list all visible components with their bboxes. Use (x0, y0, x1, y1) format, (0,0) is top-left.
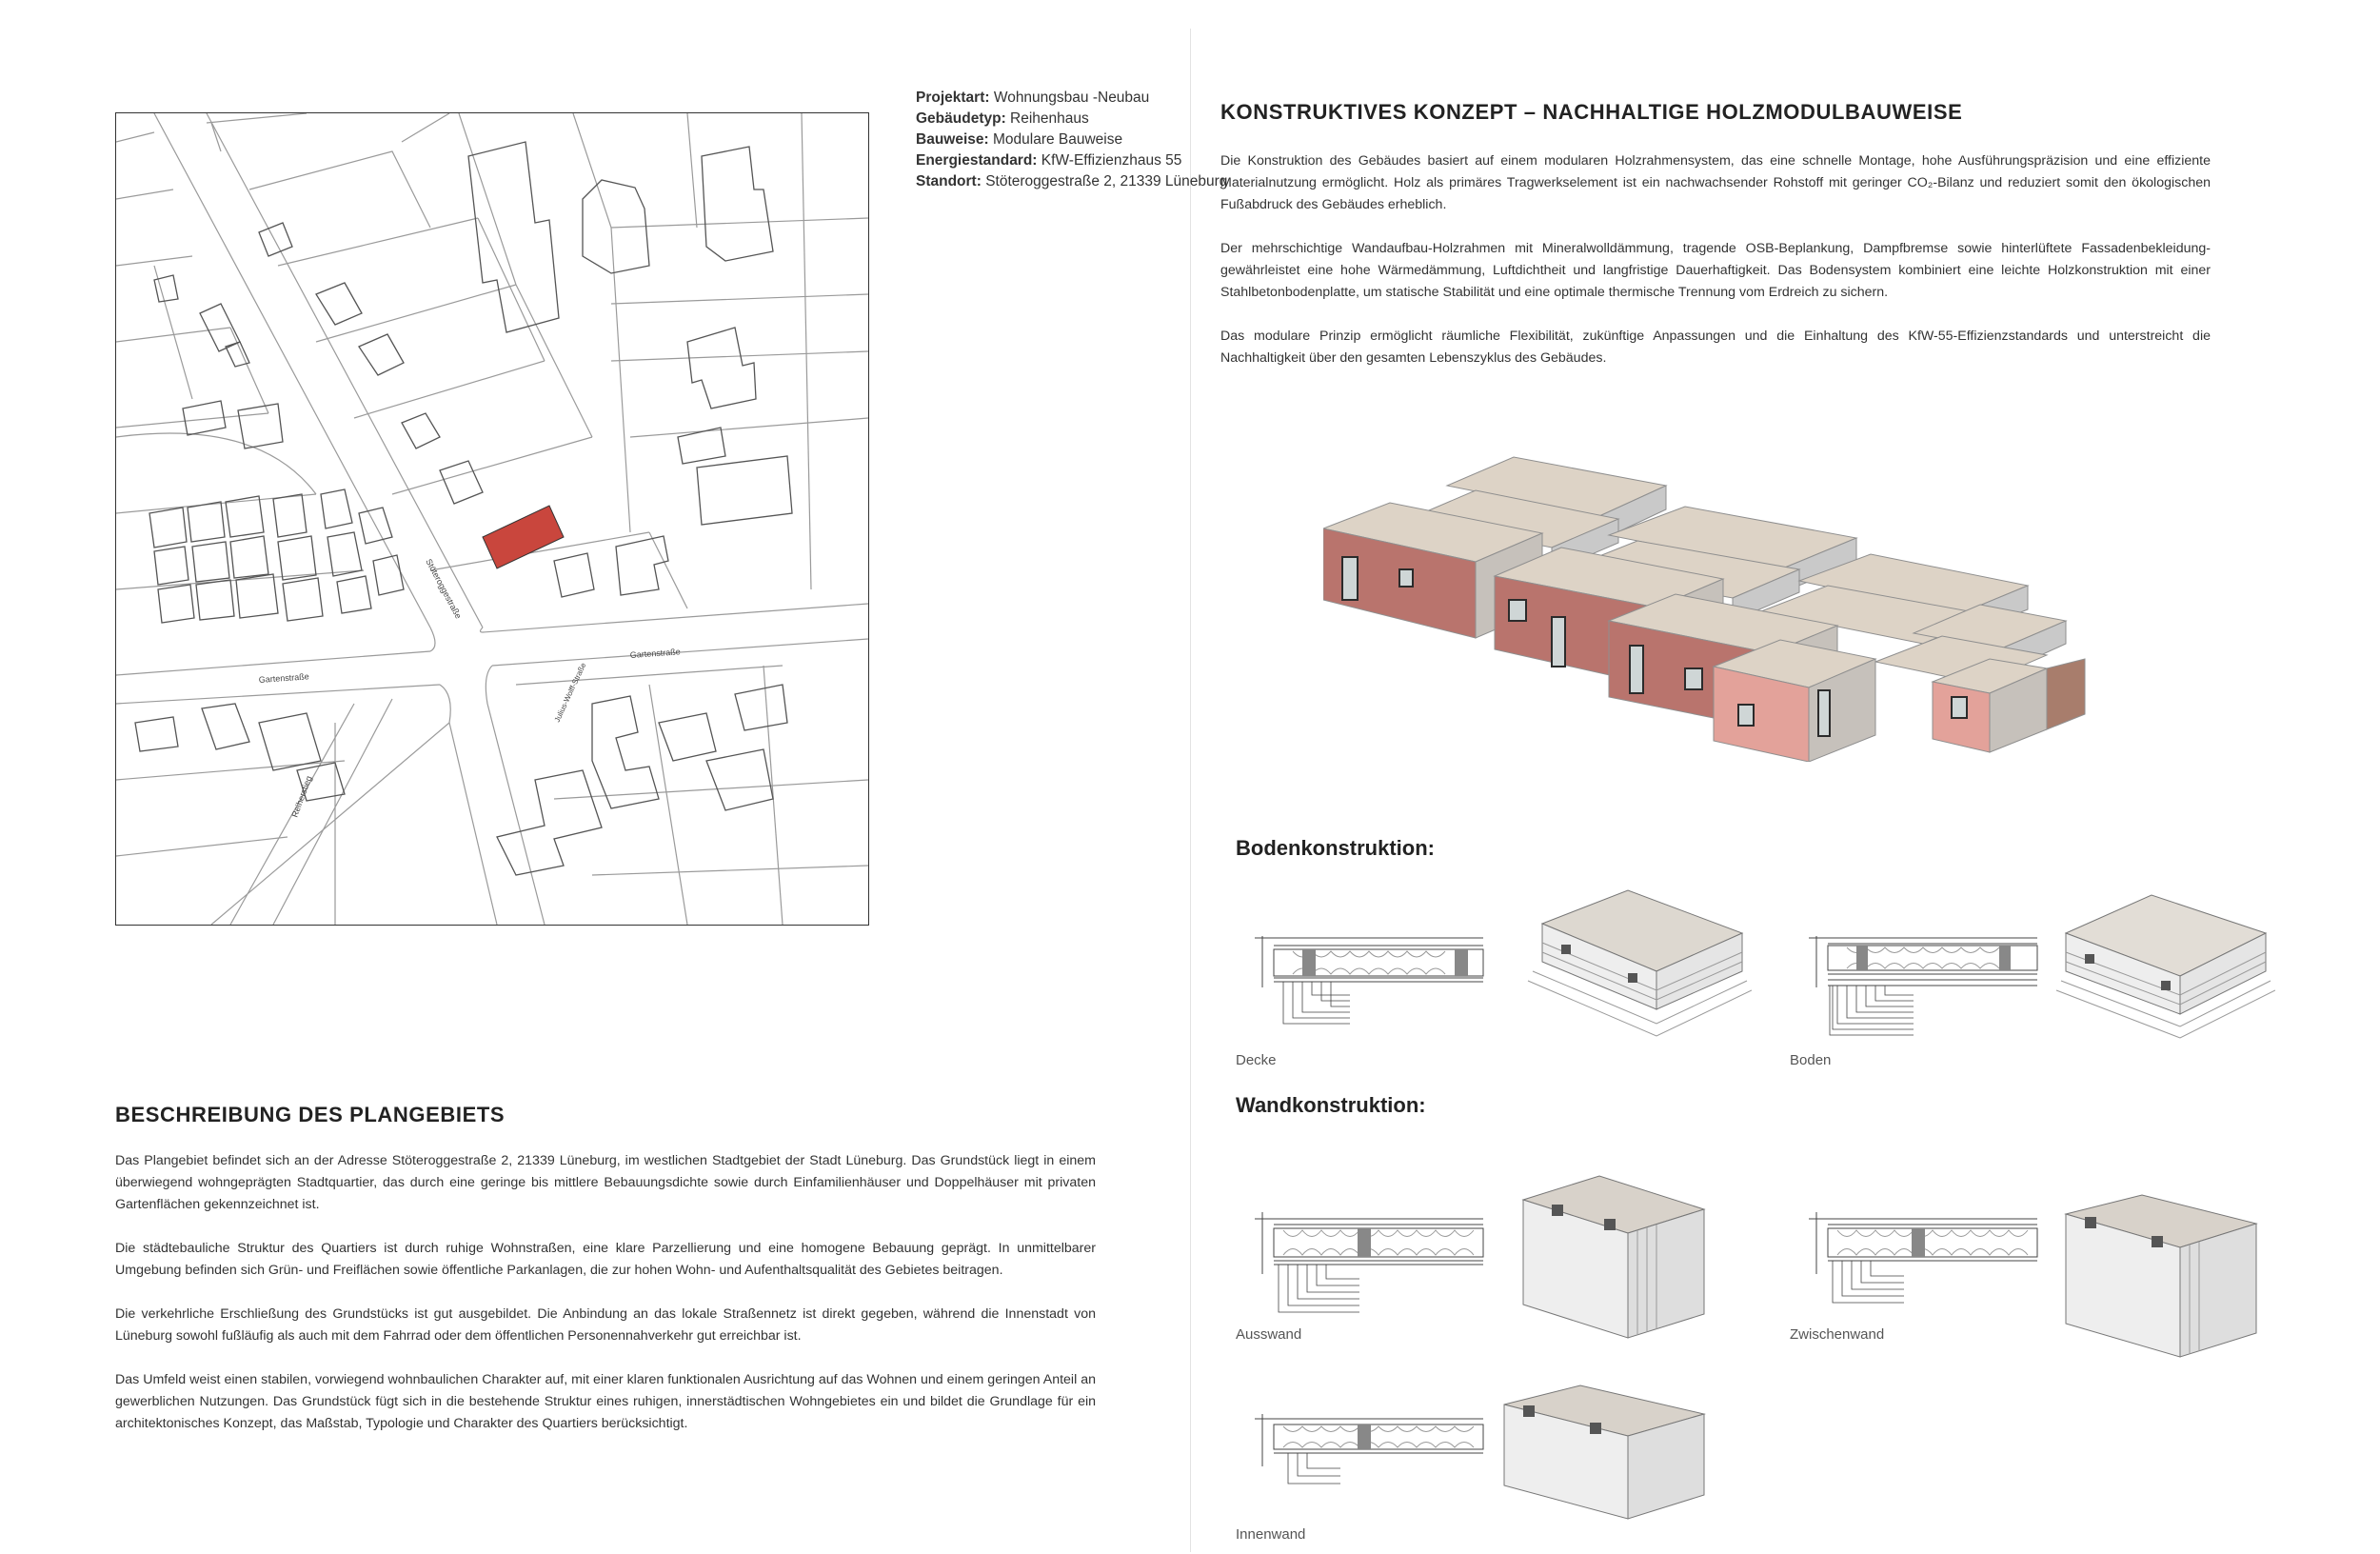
plangebiet-paragraph: Die städtebauliche Struktur des Quartiers ist durch ruhige Wohnstraßen, eine klare Parzellierung und eine homogene Bebauung geprägt. In unmittelbarer Umgebung befinden sich Grün- und Freiflächen sowie öffentliche Parkanlagen, die zur hohen Wohn- und Aufenthaltsqualität des Gebietes beitragen. (115, 1241, 1096, 1278)
street-label-julius-wolff: Julius-Wolff-Straße (552, 661, 588, 724)
plangebiet-paragraph: Das Plangebiet befindet sich an der Adresse Stöteroggestraße 2, 21339 Lüneburg, im westlichen Stadtgebiet der Stadt Lüneburg. Das Grundstück liegt in einem überwiegend wohngeprägten Stadtquartier, das durch eine geringe bis mittlere Bebauungsdichte sowie durch Einfamilienhäuser und Doppelhäuser mit privaten Gartenflächen gekennzeichnet ist. (115, 1153, 1096, 1212)
isometric-module-building (1323, 448, 2161, 762)
site-plan-map (115, 112, 869, 926)
boden-iso-drawing (2047, 886, 2275, 1047)
concept-paragraph: Das modulare Prinzip ermöglicht räumliche Flexibilität, zukünftige Anpassungen und die Einhaltung des KfW-55-Effizienzstandards und unterstreicht die Nachhaltigkeit über den gesamten Lebenszyklus des Gebäudes. (1220, 329, 2211, 366)
aussenwand-section-drawing (1236, 1207, 1493, 1331)
plangebiet-paragraph: Die verkehrliche Erschließung des Grundstücks ist gut ausgebildet. Die Anbindung an das lokale Straßennetz ist direkt gegeben, während die Innenstadt von Lüneburg sowohl fußläufig als auch mit dem Fahrrad oder dem öffentlichen Personennahverkehr gut erreichbar ist. (115, 1306, 1096, 1344)
plangebiet-text (115, 1150, 1096, 1457)
project-info-row: Projektart: Wohnungsbau -Neubau (916, 90, 1150, 106)
concept-paragraph: Die Konstruktion des Gebäudes basiert auf einem modularen Holzrahmensystem, das eine schnelle Montage, hohe Ausführungspräzision und eine effiziente Materialnutzung ermöglicht. Holz als primäres Tragwerkselement ist ein nachwachsender Rohstoff mit geringer CO₂-Bilanz und reduziert somit den ökologischen Fußabdruck des Gebäudes erheblich. (1220, 153, 2211, 212)
site-plan-drawing (116, 113, 868, 925)
project-info-row: Gebäudetyp: Reihenhaus (916, 110, 1089, 127)
street-label-stoeteroggestrasse: Stöteroggestraße (424, 557, 464, 621)
street-label-gartenstrasse-right: Gartenstraße (629, 647, 682, 660)
street-label-gartenstrasse-left: Gartenstraße (258, 671, 310, 685)
innenwand-section-drawing (1236, 1409, 1493, 1514)
wand-title: Wandkonstruktion: (1236, 1093, 1426, 1117)
page-divider (1190, 29, 1191, 1552)
project-info-row: Standort: Stöteroggestraße 2, 21339 Lüneburg (916, 173, 1228, 189)
innenwand-iso-drawing (1495, 1381, 1714, 1524)
caption-aussenwand: Ausswand (1236, 1326, 1302, 1343)
aussenwand-iso-drawing (1514, 1171, 1714, 1343)
caption-zwischenwand: Zwischenwand (1790, 1326, 1885, 1343)
zwischenwand-iso-drawing (2056, 1190, 2266, 1362)
decke-iso-drawing (1523, 886, 1752, 1047)
concept-paragraph: Der mehrschichtige Wandaufbau-Holzrahmen mit Mineralwolldämmung, tragende OSB-Beplankung, Dampfbremse sowie hinterlüftete Fassadenbekleidung-gewährleistet eine hohe Wärmedämmung, Luftdichtheit und langfristige Dauerhaftigkeit. Das Bodensystem kombiniert eine leichte Holzkonstruktion mit einer Stahlbetonbodenplatte, um statische Stabilität und eine optimale thermische Trennung vom Erdreich zu sichern. (1220, 241, 2211, 300)
caption-decke: Decke (1236, 1052, 1277, 1068)
project-plot (483, 506, 564, 568)
project-info-block (916, 88, 1227, 192)
caption-boden: Boden (1790, 1052, 1832, 1068)
street-label-reiherstieg: Reiherstieg (289, 774, 314, 819)
concept-text (1220, 150, 2211, 391)
project-info-row: Energiestandard: KfW-Effizienzhaus 55 (916, 152, 1182, 169)
boden-title: Bodenkonstruktion: (1236, 836, 1435, 860)
plangebiet-title: BESCHREIBUNG DES PLANGEBIETS (115, 1103, 506, 1126)
project-info-row: Bauweise: Modulare Bauweise (916, 131, 1123, 148)
plangebiet-paragraph: Das Umfeld weist einen stabilen, vorwiegend wohnbaulichen Charakter auf, mit einer klaren funktionalen Ausrichtung auf das Wohnen und einem geringen Anteil an gewerblichen Nutzungen. Das Grundstück fügt sich in die bestehende Struktur eines ruhigen, innerstädtischen Wohngebietes ein und bildet die Grundlage für ein architektonisches Konzept, das Maßstab, Typologie und Charakter des Quartiers berücksichtigt. (115, 1372, 1096, 1431)
concept-title: KONSTRUKTIVES KONZEPT – NACHHALTIGE HOLZMODULBAUWEISE (1220, 100, 1963, 124)
boden-section-drawing (1790, 928, 2047, 1047)
decke-section-drawing (1236, 928, 1493, 1033)
zwischenwand-section-drawing (1790, 1207, 2047, 1322)
caption-innenwand: Innenwand (1236, 1526, 1306, 1543)
